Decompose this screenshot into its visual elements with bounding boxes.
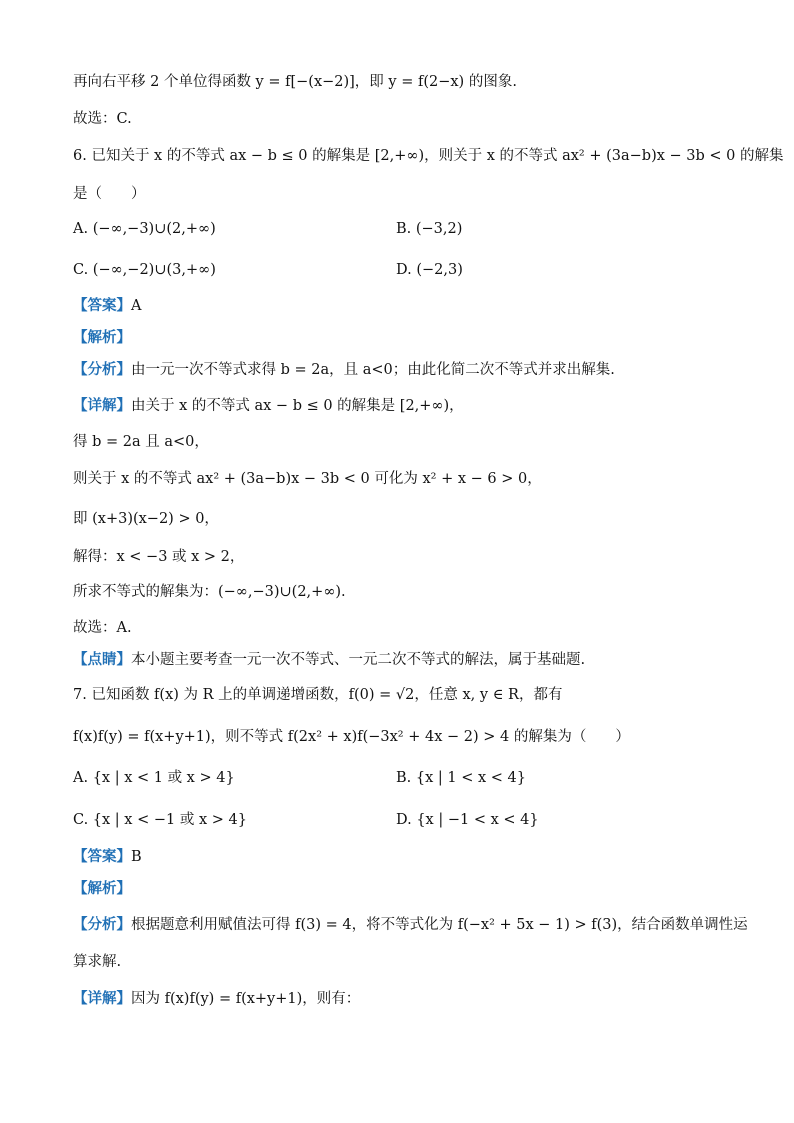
analysis-6-heading: 【解析】: [73, 330, 131, 346]
question-6-stem: 6. 已知关于 x 的不等式 ax − b ≤ 0 的解集是 [2,+∞)，则关于 x 的不等式 ax² + (3a−b)x − 3b < 0 的解集: [73, 148, 784, 164]
question-7-stem-cont: f(x)f(y) = f(x+y+1)，则不等式 f(2x² + x)f(−3x² + 4x − 2) > 4 的解集为（ ）: [73, 729, 630, 745]
question-7-option-d: D. {x | −1 < x < 4}: [396, 812, 539, 828]
answer-6: 【答案】A: [73, 298, 142, 314]
answer-7: 【答案】B: [73, 849, 142, 865]
question-7-option-a: A. {x | x < 1 或 x > 4}: [73, 770, 235, 786]
analysis-7-detail: 【详解】因为 f(x)f(y) = f(x+y+1)，则有：: [73, 991, 361, 1007]
analysis-7-summary: 【分析】根据题意利用赋值法可得 f(3) = 4，将不等式化为 f(−x² + 5x − 1) > f(3)，结合函数单调性运: [73, 917, 748, 933]
answer-tag: 【答案】: [73, 298, 131, 314]
question-6-option-b: B. (−3,2): [396, 221, 463, 237]
solution-step: 解得：x < −3 或 x > 2，: [73, 549, 245, 565]
question-6-stem-cont: 是（ ）: [73, 186, 146, 202]
solution-step: 得 b = 2a 且 a<0，: [73, 434, 209, 450]
text-line: 故选：C.: [73, 111, 132, 127]
question-7-stem: 7. 已知函数 f(x) 为 R 上的单调递增函数，f(0) = √2，任意 x, y ∈ R，都有: [73, 687, 563, 703]
question-7-option-c: C. {x | x < −1 或 x > 4}: [73, 812, 247, 828]
analysis-6-detail: 【详解】由关于 x 的不等式 ax − b ≤ 0 的解集是 [2,+∞)，: [73, 398, 464, 414]
analysis-7-summary-cont: 算求解.: [73, 954, 122, 970]
question-6-option-d: D. (−2,3): [396, 262, 463, 278]
text-line: 再向右平移 2 个单位得函数 y = f[−(x−2)]，即 y = f(2−x) 的图象.: [73, 74, 517, 90]
solution-step: 即 (x+3)(x−2) > 0，: [73, 511, 219, 527]
solution-step: 则关于 x 的不等式 ax² + (3a−b)x − 3b < 0 可化为 x² + x − 6 > 0，: [73, 471, 542, 487]
question-6-option-c: C. (−∞,−2)∪(3,+∞): [73, 262, 216, 278]
remark-6: 【点睛】本小题主要考查一元一次不等式、一元二次不等式的解法，属于基础题.: [73, 652, 586, 668]
question-7-option-b: B. {x | 1 < x < 4}: [396, 770, 526, 786]
solution-step: 所求不等式的解集为：(−∞,−3)∪(2,+∞).: [73, 584, 346, 600]
solution-step: 故选：A.: [73, 620, 132, 636]
analysis-7-heading: 【解析】: [73, 881, 131, 897]
question-6-option-a: A. (−∞,−3)∪(2,+∞): [73, 221, 216, 237]
analysis-6-summary: 【分析】由一元一次不等式求得 b = 2a，且 a<0；由此化简二次不等式并求出解集.: [73, 362, 615, 378]
